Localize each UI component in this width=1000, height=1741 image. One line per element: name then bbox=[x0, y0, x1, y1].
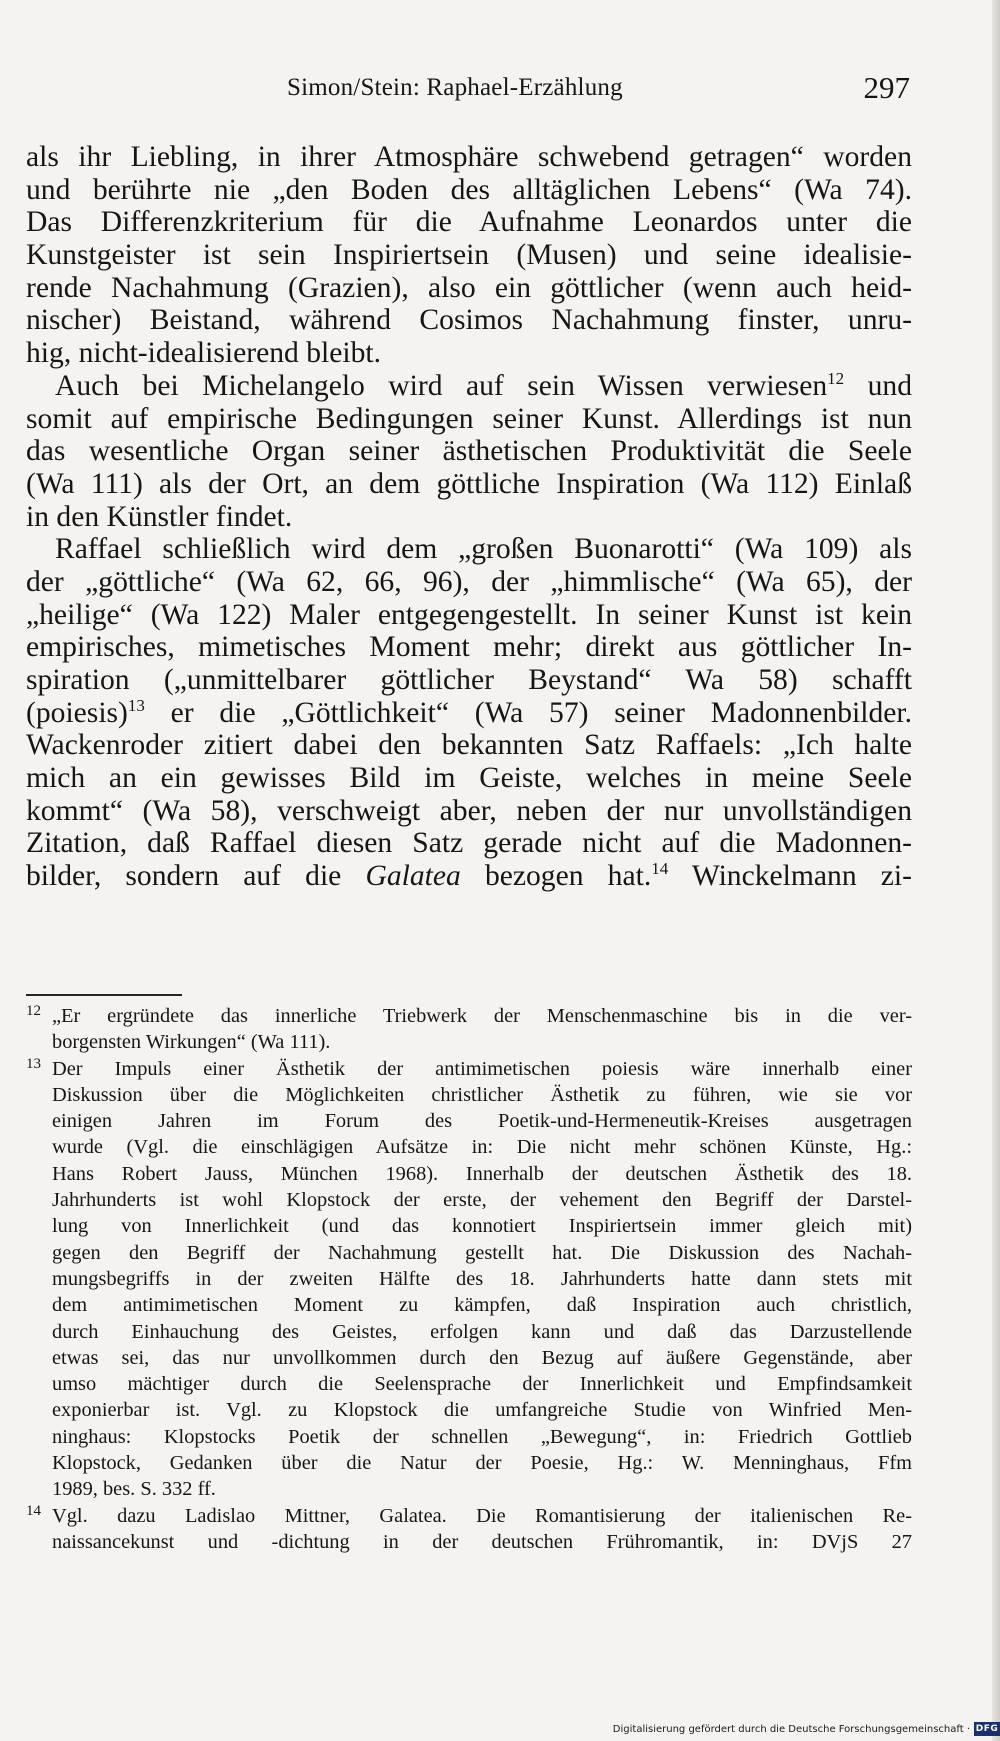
footnote-text: „Er ergründete das innerliche Triebwerk der Menschenmaschine bis in die ver- bbox=[52, 1005, 912, 1027]
footnote-line: borgensten Wirkungen“ (Wa 111). bbox=[52, 1031, 331, 1054]
footnote-line: mungsbegriffs in der zweiten Hälfte des 18. Jahrhunderts hatte dann stets mit bbox=[52, 1267, 912, 1290]
body-line-text: (poiesis) bbox=[26, 696, 128, 729]
footnote-ref-13[interactable]: 13 bbox=[127, 695, 145, 715]
body-line: und berührte nie „den Boden des alltäglichen Lebens“ (Wa 74). bbox=[26, 173, 912, 206]
body-line bbox=[26, 697, 912, 730]
footnote-line bbox=[26, 1003, 912, 1029]
footnote-line: Hans Robert Jauss, München 1968). Innerhalb der deutschen Ästhetik des 18. bbox=[52, 1162, 912, 1185]
footnote-line: dem antimimetischen Moment zu kämpfen, daß Inspiration auch christlich, bbox=[52, 1294, 912, 1317]
body-line-text: bezogen hat. bbox=[460, 860, 652, 893]
body-line: in den Künstler findet. bbox=[26, 500, 293, 533]
footnote-line: Klopstock, Gedanken über die Natur der Poesie, Hg.: W. Menninghaus, Ffm bbox=[52, 1452, 912, 1475]
body-line-text: Auch bei Michelangelo wird auf sein Wissen verwiesen bbox=[55, 369, 828, 402]
body-line: (Wa 111) als der Ort, an dem göttliche Inspiration (Wa 112) Einlaß bbox=[26, 467, 912, 500]
body-line: Zitation, daß Raffael diesen Satz gerade nicht auf die Madonnen- bbox=[26, 827, 912, 860]
body-line: Wackenroder zitiert dabei den bekannten Satz Raffaels: „Ich halte bbox=[26, 729, 912, 762]
body-line-text: er die „Göttlichkeit“ (Wa 57) seiner Madonnenbilder. bbox=[144, 696, 912, 729]
footnote-number: 14 bbox=[26, 1502, 41, 1519]
footnote-line: durch Einhauchung des Geistes, erfolgen kann und daß das Darzustellende bbox=[52, 1320, 912, 1343]
page-header bbox=[0, 70, 1000, 110]
body-line: Kunstgeister ist sein Inspiriertsein (Musen) und seine idealisie- bbox=[26, 239, 912, 272]
footnote-rule bbox=[26, 994, 182, 996]
body-line-text: Winckelmann zi- bbox=[668, 860, 912, 893]
footnote-line: umso mächtiger durch die Seelensprache der Innerlichkeit und Empfindsamkeit bbox=[52, 1373, 912, 1396]
credit-text: Digitalisierung gefördert durch die Deutsche Forschungsgemeinschaft · bbox=[612, 1723, 970, 1735]
body-line: Raffael schließlich wird dem „großen Buonarotti“ (Wa 109) als bbox=[55, 533, 912, 566]
footnote-line: ninghaus: Klopstocks Poetik der schnellen „Bewegung“, in: Friedrich Gottlieb bbox=[52, 1425, 912, 1448]
footnote-line: Diskussion über die Möglichkeiten christlicher Ästhetik zu führen, wie sie vor bbox=[52, 1083, 912, 1106]
body-line-text: und bbox=[844, 369, 912, 402]
footnote-line: Jahrhunderts ist wohl Klopstock der erste, der vehement den Begriff der Darstel- bbox=[52, 1189, 912, 1212]
footnote-text: Der Impuls einer Ästhetik der antimimetischen poiesis wäre innerhalb einer bbox=[52, 1057, 912, 1080]
page-number: 297 bbox=[863, 70, 910, 105]
body-line bbox=[26, 860, 912, 893]
body-line-text: bilder, sondern auf die bbox=[26, 860, 366, 893]
footnote-number: 13 bbox=[26, 1055, 41, 1072]
body-line: der „göttliche“ (Wa 62, 66, 96), der „himmlische“ (Wa 65), der bbox=[26, 565, 912, 598]
italic-title: Galatea bbox=[365, 860, 461, 893]
body-line: empirisches, mimetisches Moment mehr; direkt aus göttlicher In- bbox=[26, 631, 912, 664]
footnote-line bbox=[26, 1503, 912, 1529]
footnote-text: Vgl. dazu Ladislao Mittner, Galatea. Die Romantisierung der italienischen Re- bbox=[52, 1504, 912, 1527]
footnote-line: lung von Innerlichkeit (und das konnotiert Inspiriertsein immer gleich mit) bbox=[52, 1215, 912, 1238]
body-line: rende Nachahmung (Grazien), also ein göttlicher (wenn auch heid- bbox=[26, 271, 912, 304]
footnote-line: wurde (Vgl. die einschlägigen Aufsätze in: Die nicht mehr schönen Künste, Hg.: bbox=[52, 1136, 912, 1159]
body-line: kommt“ (Wa 58), verschweigt aber, neben der nur unvollständigen bbox=[26, 794, 912, 827]
body-text bbox=[26, 141, 912, 893]
body-line bbox=[26, 370, 912, 403]
body-line: spiration („unmittelbarer göttlicher Beystand“ Wa 58) schafft bbox=[26, 664, 912, 696]
running-head: Simon/Stein: Raphael-Erzählung bbox=[287, 74, 623, 101]
body-line: „heilige“ (Wa 122) Maler entgegengestellt. In seiner Kunst ist kein bbox=[26, 598, 912, 631]
footnote-line: exponierbar ist. Vgl. zu Klopstock die umfangreiche Studie von Winfried Men- bbox=[52, 1399, 912, 1422]
page-edge bbox=[992, 0, 1000, 1741]
body-line: somit auf empirische Bedingungen seiner Kunst. Allerdings ist nun bbox=[26, 402, 912, 435]
body-line: als ihr Liebling, in ihrer Atmosphäre schwebend getragen“ worden bbox=[26, 141, 912, 173]
footnote-ref-14[interactable]: 14 bbox=[651, 859, 669, 879]
footnote-line: etwas sei, das nur unvollkommen durch den Bezug auf äußere Gegenstände, aber bbox=[52, 1346, 912, 1369]
body-line: Das Differenzkriterium für die Aufnahme Leonardos unter die bbox=[26, 206, 912, 239]
footnotes bbox=[26, 1003, 912, 1555]
footnote-ref-12[interactable]: 12 bbox=[827, 368, 845, 388]
body-line: das wesentliche Organ seiner ästhetischen Produktivität die Seele bbox=[26, 435, 912, 468]
body-line: hig, nicht-idealisierend bleibt. bbox=[26, 337, 382, 370]
digitization-credit bbox=[613, 1721, 1000, 1737]
footnote-number: 12 bbox=[26, 1003, 41, 1019]
footnote-line: 1989, bes. S. 332 ff. bbox=[52, 1478, 216, 1501]
dfg-logo: DFG bbox=[975, 1724, 999, 1734]
footnote-line: gegen den Begriff der Nachahmung gestellt hat. Die Diskussion des Nachah- bbox=[52, 1241, 912, 1264]
footnote-line bbox=[26, 1056, 912, 1082]
body-line: mich an ein gewisses Bild im Geiste, welches in meine Seele bbox=[26, 762, 912, 795]
body-line: nischer) Beistand, während Cosimos Nachahmung finster, unru- bbox=[26, 304, 912, 337]
footnote-line: naissancekunst und -dichtung in der deutschen Frühromantik, in: DVjS 27 bbox=[52, 1530, 912, 1553]
footnote-line: einigen Jahren im Forum des Poetik-und-Hermeneutik-Kreises ausgetragen bbox=[52, 1110, 912, 1133]
